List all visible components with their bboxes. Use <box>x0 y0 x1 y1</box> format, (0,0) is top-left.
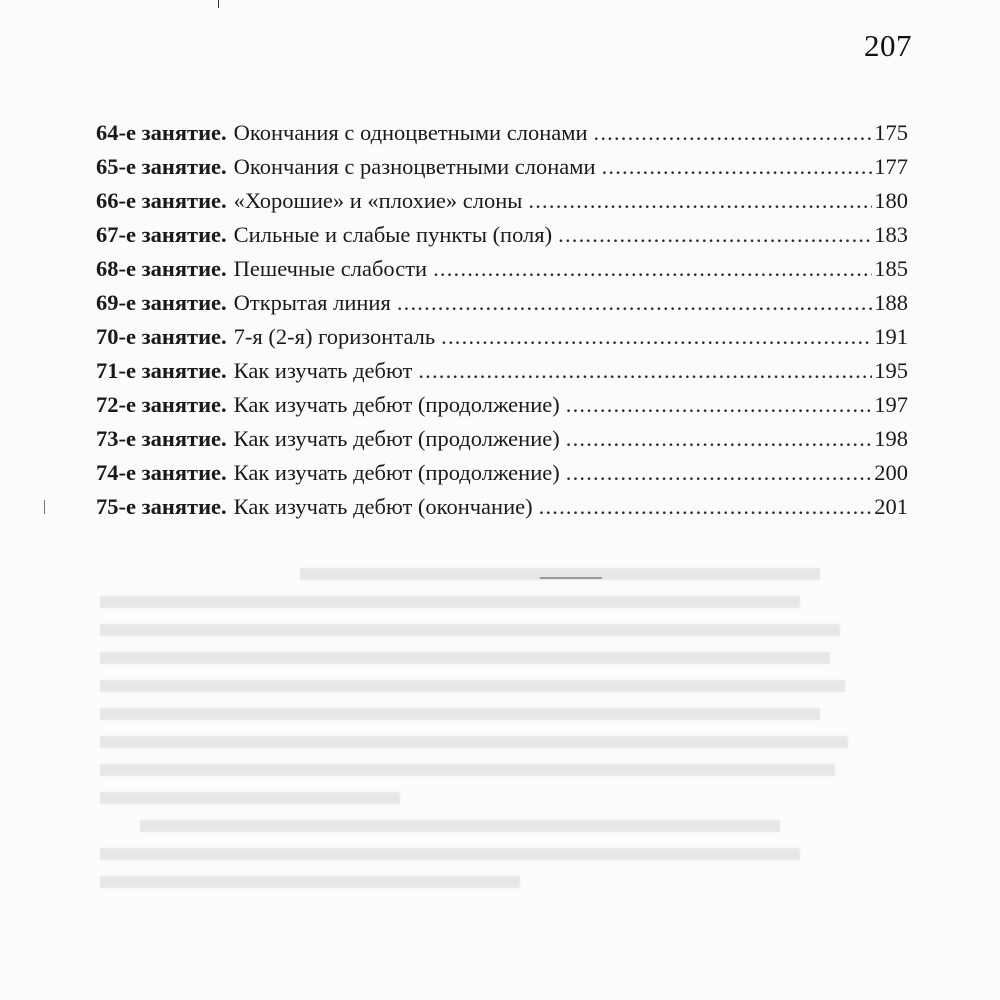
bleed-through-rule <box>540 577 602 579</box>
toc-dot-leader <box>566 422 873 456</box>
toc-dot-leader <box>566 388 873 422</box>
toc-entry-number: 69-е занятие. <box>96 290 227 315</box>
toc-entry <box>96 150 908 184</box>
toc-entry-title: «Хорошие» и «плохие» слоны <box>233 188 523 213</box>
toc-dot-leader <box>566 456 873 490</box>
toc-entry <box>96 354 908 388</box>
toc-entry-title: Как изучать дебют (продолжение) <box>233 392 560 417</box>
toc-entry <box>96 388 908 422</box>
toc-entry-number: 75-е занятие. <box>96 494 227 519</box>
toc-entry <box>96 218 908 252</box>
toc-entry <box>96 490 908 524</box>
toc-entry-number: 72-е занятие. <box>96 392 227 417</box>
toc-dot-leader <box>539 490 873 524</box>
toc-entry-number: 73-е занятие. <box>96 426 227 451</box>
toc-entry-number: 70-е занятие. <box>96 324 227 349</box>
toc-dot-leader <box>441 320 872 354</box>
toc-entry-number: 64-е занятие. <box>96 120 227 145</box>
toc-dot-leader <box>418 354 872 388</box>
toc-entry-title: Сильные и слабые пункты (поля) <box>233 222 553 247</box>
toc-dot-leader <box>433 252 872 286</box>
toc-entry-number: 67-е занятие. <box>96 222 227 247</box>
toc-dot-leader <box>397 286 872 320</box>
page-number: 207 <box>864 28 912 63</box>
toc-entry-page: 188 <box>874 290 908 315</box>
table-of-contents <box>96 116 908 524</box>
bleed-through-texture <box>100 560 860 920</box>
toc-entry-title: Как изучать дебют <box>233 358 413 383</box>
toc-entry-number: 65-е занятие. <box>96 154 227 179</box>
edge-mark <box>218 0 219 8</box>
toc-entry-title: Пешечные слабости <box>233 256 428 281</box>
toc-entry <box>96 456 908 490</box>
toc-entry <box>96 320 908 354</box>
toc-entry-page: 191 <box>874 324 908 349</box>
toc-entry-page: 201 <box>874 494 908 519</box>
toc-entry-number: 71-е занятие. <box>96 358 227 383</box>
toc-entry-number: 74-е занятие. <box>96 460 227 485</box>
toc-entry <box>96 252 908 286</box>
toc-entry <box>96 116 908 150</box>
toc-entry-page: 195 <box>874 358 908 383</box>
toc-dot-leader <box>602 150 873 184</box>
toc-entry-title: Открытая линия <box>233 290 391 315</box>
edge-mark <box>44 500 45 514</box>
toc-entry-title: Окончания с одноцветными слонами <box>233 120 588 145</box>
toc-entry-title: 7-я (2-я) горизонталь <box>233 324 436 349</box>
toc-entry-number: 66-е занятие. <box>96 188 227 213</box>
toc-entry-page: 197 <box>874 392 908 417</box>
toc-entry-title: Как изучать дебют (окончание) <box>233 494 533 519</box>
toc-entry <box>96 184 908 218</box>
toc-entry <box>96 422 908 456</box>
toc-entry-page: 180 <box>874 188 908 213</box>
toc-dot-leader <box>558 218 872 252</box>
toc-entry-number: 68-е занятие. <box>96 256 227 281</box>
toc-entry-page: 185 <box>874 256 908 281</box>
toc-dot-leader <box>528 184 872 218</box>
toc-entry-page: 175 <box>874 120 908 145</box>
toc-entry-page: 200 <box>874 460 908 485</box>
toc-entry-title: Окончания с разноцветными слонами <box>233 154 596 179</box>
toc-entry-page: 177 <box>874 154 908 179</box>
toc-dot-leader <box>594 116 873 150</box>
toc-entry <box>96 286 908 320</box>
toc-entry-page: 198 <box>874 426 908 451</box>
toc-entry-title: Как изучать дебют (продолжение) <box>233 460 560 485</box>
toc-entry-page: 183 <box>874 222 908 247</box>
toc-entry-title: Как изучать дебют (продолжение) <box>233 426 560 451</box>
